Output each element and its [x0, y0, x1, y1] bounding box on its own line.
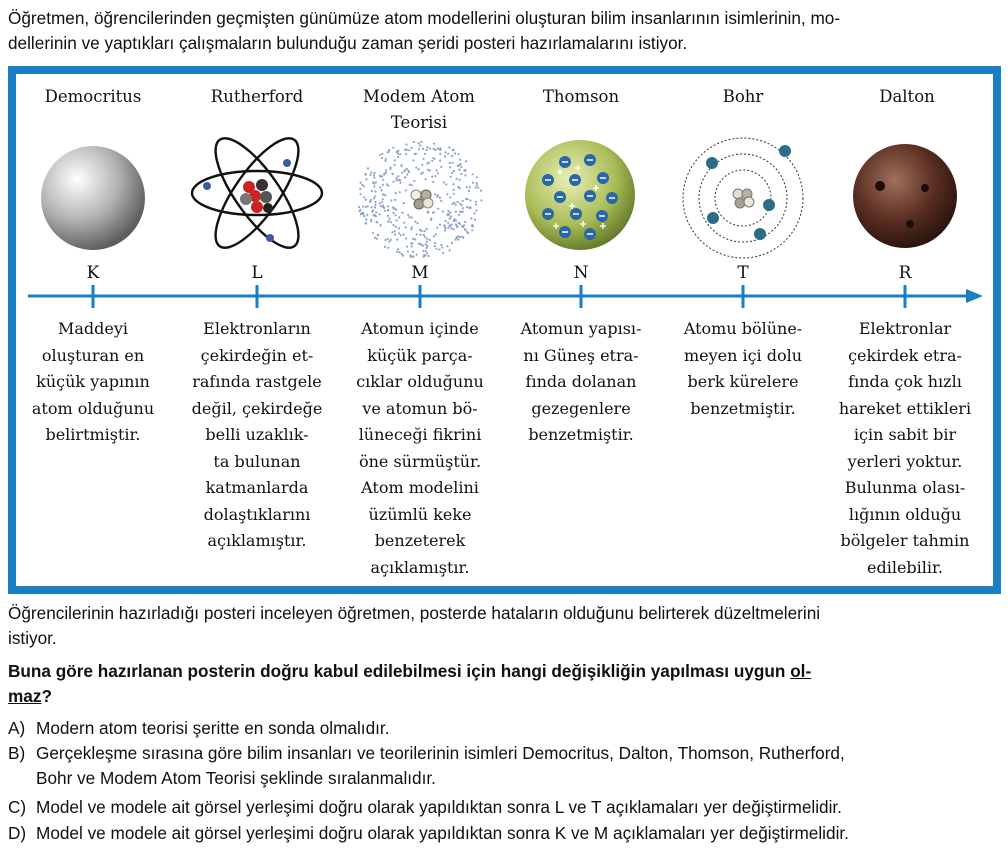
- description-k: Maddeyi oluşturan en küçük yapının atom olduğunu belirtmiştir.: [31, 319, 155, 444]
- question-stem: Buna göre hazırlanan posterin doğru kabul edilebilmesi için hangi değişikliğin yapılması uygun ol- maz?: [8, 661, 812, 706]
- option-a[interactable]: A) Modern atom teorisi şeritte en sonda olmalıdır.: [8, 718, 390, 738]
- option-c[interactable]: C) Model ve modele ait görsel yerleşimi doğru olarak yapıldıktan sonra L ve T açıklamaları yer değiştirmelidir.: [8, 797, 842, 817]
- electron-cloud-icon: [358, 141, 483, 258]
- timeline-axis: [28, 285, 983, 308]
- scientist-name-modern-atom: Modem Atom Teorisi: [363, 87, 475, 132]
- timeline-letter-k: K: [86, 263, 100, 283]
- scientist-name-democritus: Democritus: [44, 87, 142, 106]
- intro-line-2: dellerinin ve yaptıkları çalışmaların bulunduğu zaman şeridi posteri hazırlamalarını istiyor.: [8, 33, 688, 53]
- solid-ball-icon: [853, 144, 957, 248]
- scientist-name-thomson: Thomson: [542, 87, 620, 106]
- scientist-name-rutherford: Rutherford: [210, 87, 304, 106]
- description-m: Atomun içinde küçük parça- cıklar olduğunu ve atomun bö- lüneceği fikrini öne sürmüştür. Atom modelini üzümlü keke benzeterek açıklamıştır.: [356, 319, 484, 577]
- timeline-letter-m: M: [411, 263, 429, 283]
- follow-up-text: Öğrencilerinin hazırladığı posteri inceleyen öğretmen, posterde hataların olduğunu belirterek düzeltmelerini istiyor.: [8, 603, 821, 648]
- orbit-shells-icon: [683, 138, 803, 258]
- timeline-letter-r: R: [898, 263, 912, 283]
- option-d[interactable]: D) Model ve modele ait görsel yerleşimi doğru olarak yapıldıktan sonra K ve M açıklamaları yer değiştirmelidir.: [8, 823, 849, 843]
- negation-part-1: ol-: [790, 661, 812, 681]
- intro-line-1: Öğretmen, öğrencilerinden geçmişten günümüze atom modellerini oluşturan bilim insanlarının isimlerinin, mo-: [8, 8, 841, 28]
- description-r: Elektronlar çekirdek etra- fında çok hızlı hareket ettikleri için sabit bir yerleri yoktur. Bulunma olası- lığının olduğu bölgeler tahmin edilebilir.: [838, 319, 972, 577]
- scientist-name-bohr: Bohr: [722, 87, 764, 106]
- plum-pudding-icon: [525, 140, 635, 250]
- nucleus-orbits-icon: [192, 127, 322, 259]
- description-l: Elektronların çekirdeğin et- rafında rastgele değil, çekirdeğe belli uzaklık- ta bulunan katmanlarda dolaştıklarını açıklamıştır.: [191, 319, 323, 550]
- description-t: Atomu bölüne- meyen içi dolu berk kürelere benzetmiştir.: [683, 319, 803, 418]
- timeline-letter-n: N: [573, 263, 589, 283]
- negation-part-2: maz: [8, 686, 42, 706]
- timeline-letter-t: T: [737, 263, 749, 283]
- scientist-name-dalton: Dalton: [879, 87, 935, 106]
- timeline-letter-l: L: [251, 263, 263, 283]
- grey-sphere-icon: [41, 146, 145, 250]
- option-b[interactable]: B) Gerçekleşme sırasına göre bilim insanları ve teorilerinin isimleri Democritus, Dalton, Thomson, Rutherford, Bohr ve Modem Atom Teorisi şeklinde sıralanmalıdır.: [8, 743, 845, 788]
- description-n: Atomun yapısı- nı Güneş etra- fında dolanan gezegenlere benzetmiştir.: [520, 319, 642, 444]
